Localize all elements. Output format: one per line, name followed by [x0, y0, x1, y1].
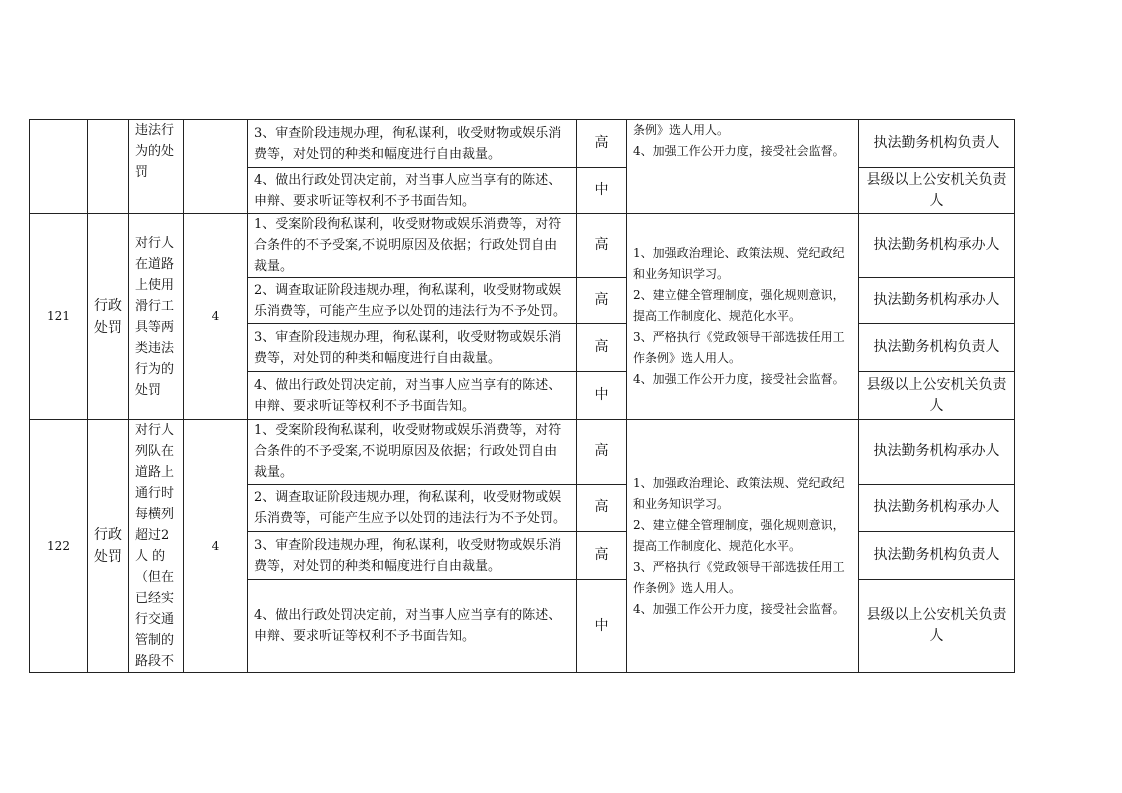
process-cell: 1、受案阶段徇私谋利，收受财物或娱乐消费等，对符合条件的不予受案,不说明原因及依据；行政处罚自由裁量。	[248, 214, 577, 278]
item-type-cell: 行政处罚	[88, 214, 129, 420]
responsible-cell: 执法勤务机构负责人	[859, 531, 1015, 579]
item-number-cell	[30, 120, 88, 214]
item-count-cell	[184, 120, 248, 214]
risk-level-cell: 中	[577, 372, 627, 420]
risk-table	[29, 119, 1015, 673]
item-count-cell: 4	[184, 420, 248, 673]
item-type-cell: 行政处罚	[88, 420, 129, 673]
responsible-cell: 县级以上公安机关负责人	[859, 580, 1015, 673]
table-row	[30, 120, 1015, 168]
table-row	[30, 420, 1015, 485]
responsible-cell: 执法勤务机构承办人	[859, 484, 1015, 531]
responsible-cell: 县级以上公安机关负责人	[859, 372, 1015, 420]
measures-cell: 条例》选人用人。 4、加强工作公开力度，接受社会监督。	[627, 120, 859, 214]
risk-level-cell: 高	[577, 278, 627, 324]
responsible-cell: 县级以上公安机关负责人	[859, 168, 1015, 214]
risk-level-cell: 高	[577, 214, 627, 278]
risk-level-cell: 高	[577, 420, 627, 485]
process-cell: 3、审查阶段违规办理，徇私谋利，收受财物或娱乐消费等，对处罚的种类和幅度进行自由裁量。	[248, 120, 577, 168]
risk-level-cell: 中	[577, 580, 627, 673]
process-cell: 4、做出行政处罚决定前，对当事人应当享有的陈述、申辩、要求听证等权利不予书面告知。	[248, 580, 577, 673]
measures-cell: 1、加强政治理论、政策法规、党纪政纪和业务知识学习。 2、建立健全管理制度，强化规则意识，提高工作制度化、规范化水平。 3、严格执行《党政领导干部选拔任用工作条例》选人用人。 4、加强工作公开力度，接受社会监督。	[627, 420, 859, 673]
table-row	[30, 214, 1015, 278]
process-cell: 3、审查阶段违规办理，徇私谋利，收受财物或娱乐消费等，对处罚的种类和幅度进行自由裁量。	[248, 531, 577, 579]
risk-level-cell: 高	[577, 120, 627, 168]
item-number-cell: 122	[30, 420, 88, 673]
risk-level-cell: 高	[577, 324, 627, 372]
risk-level-cell: 高	[577, 531, 627, 579]
process-cell: 1、受案阶段徇私谋利，收受财物或娱乐消费等，对符合条件的不予受案,不说明原因及依据；行政处罚自由裁量。	[248, 420, 577, 485]
process-cell: 2、调查取证阶段违规办理，徇私谋利，收受财物或娱乐消费等，可能产生应予以处罚的违法行为不予处罚。	[248, 484, 577, 531]
responsible-cell: 执法勤务机构承办人	[859, 420, 1015, 485]
responsible-cell: 执法勤务机构负责人	[859, 120, 1015, 168]
item-name-cell: 违法行为的处罚	[129, 120, 184, 214]
item-type-cell	[88, 120, 129, 214]
responsible-cell: 执法勤务机构负责人	[859, 324, 1015, 372]
process-cell: 4、做出行政处罚决定前，对当事人应当享有的陈述、申辩、要求听证等权利不予书面告知。	[248, 372, 577, 420]
item-name-cell: 对行人列队在道路上通行时每横列超过2人 的（但在已经实行交通管制的路段不	[129, 420, 184, 673]
risk-level-cell: 高	[577, 484, 627, 531]
item-count-cell: 4	[184, 214, 248, 420]
item-name-cell: 对行人在道路上使用滑行工具等两类违法行为的处罚	[129, 214, 184, 420]
responsible-cell: 执法勤务机构承办人	[859, 278, 1015, 324]
risk-level-cell: 中	[577, 168, 627, 214]
process-cell: 4、做出行政处罚决定前，对当事人应当享有的陈述、申辩、要求听证等权利不予书面告知。	[248, 168, 577, 214]
responsible-cell: 执法勤务机构承办人	[859, 214, 1015, 278]
measures-cell: 1、加强政治理论、政策法规、党纪政纪和业务知识学习。 2、建立健全管理制度，强化规则意识，提高工作制度化、规范化水平。 3、严格执行《党政领导干部选拔任用工作条例》选人用人。 4、加强工作公开力度，接受社会监督。	[627, 214, 859, 420]
process-cell: 2、调查取证阶段违规办理，徇私谋利，收受财物或娱乐消费等，可能产生应予以处罚的违法行为不予处罚。	[248, 278, 577, 324]
process-cell: 3、审查阶段违规办理，徇私谋利，收受财物或娱乐消费等，对处罚的种类和幅度进行自由裁量。	[248, 324, 577, 372]
item-number-cell: 121	[30, 214, 88, 420]
